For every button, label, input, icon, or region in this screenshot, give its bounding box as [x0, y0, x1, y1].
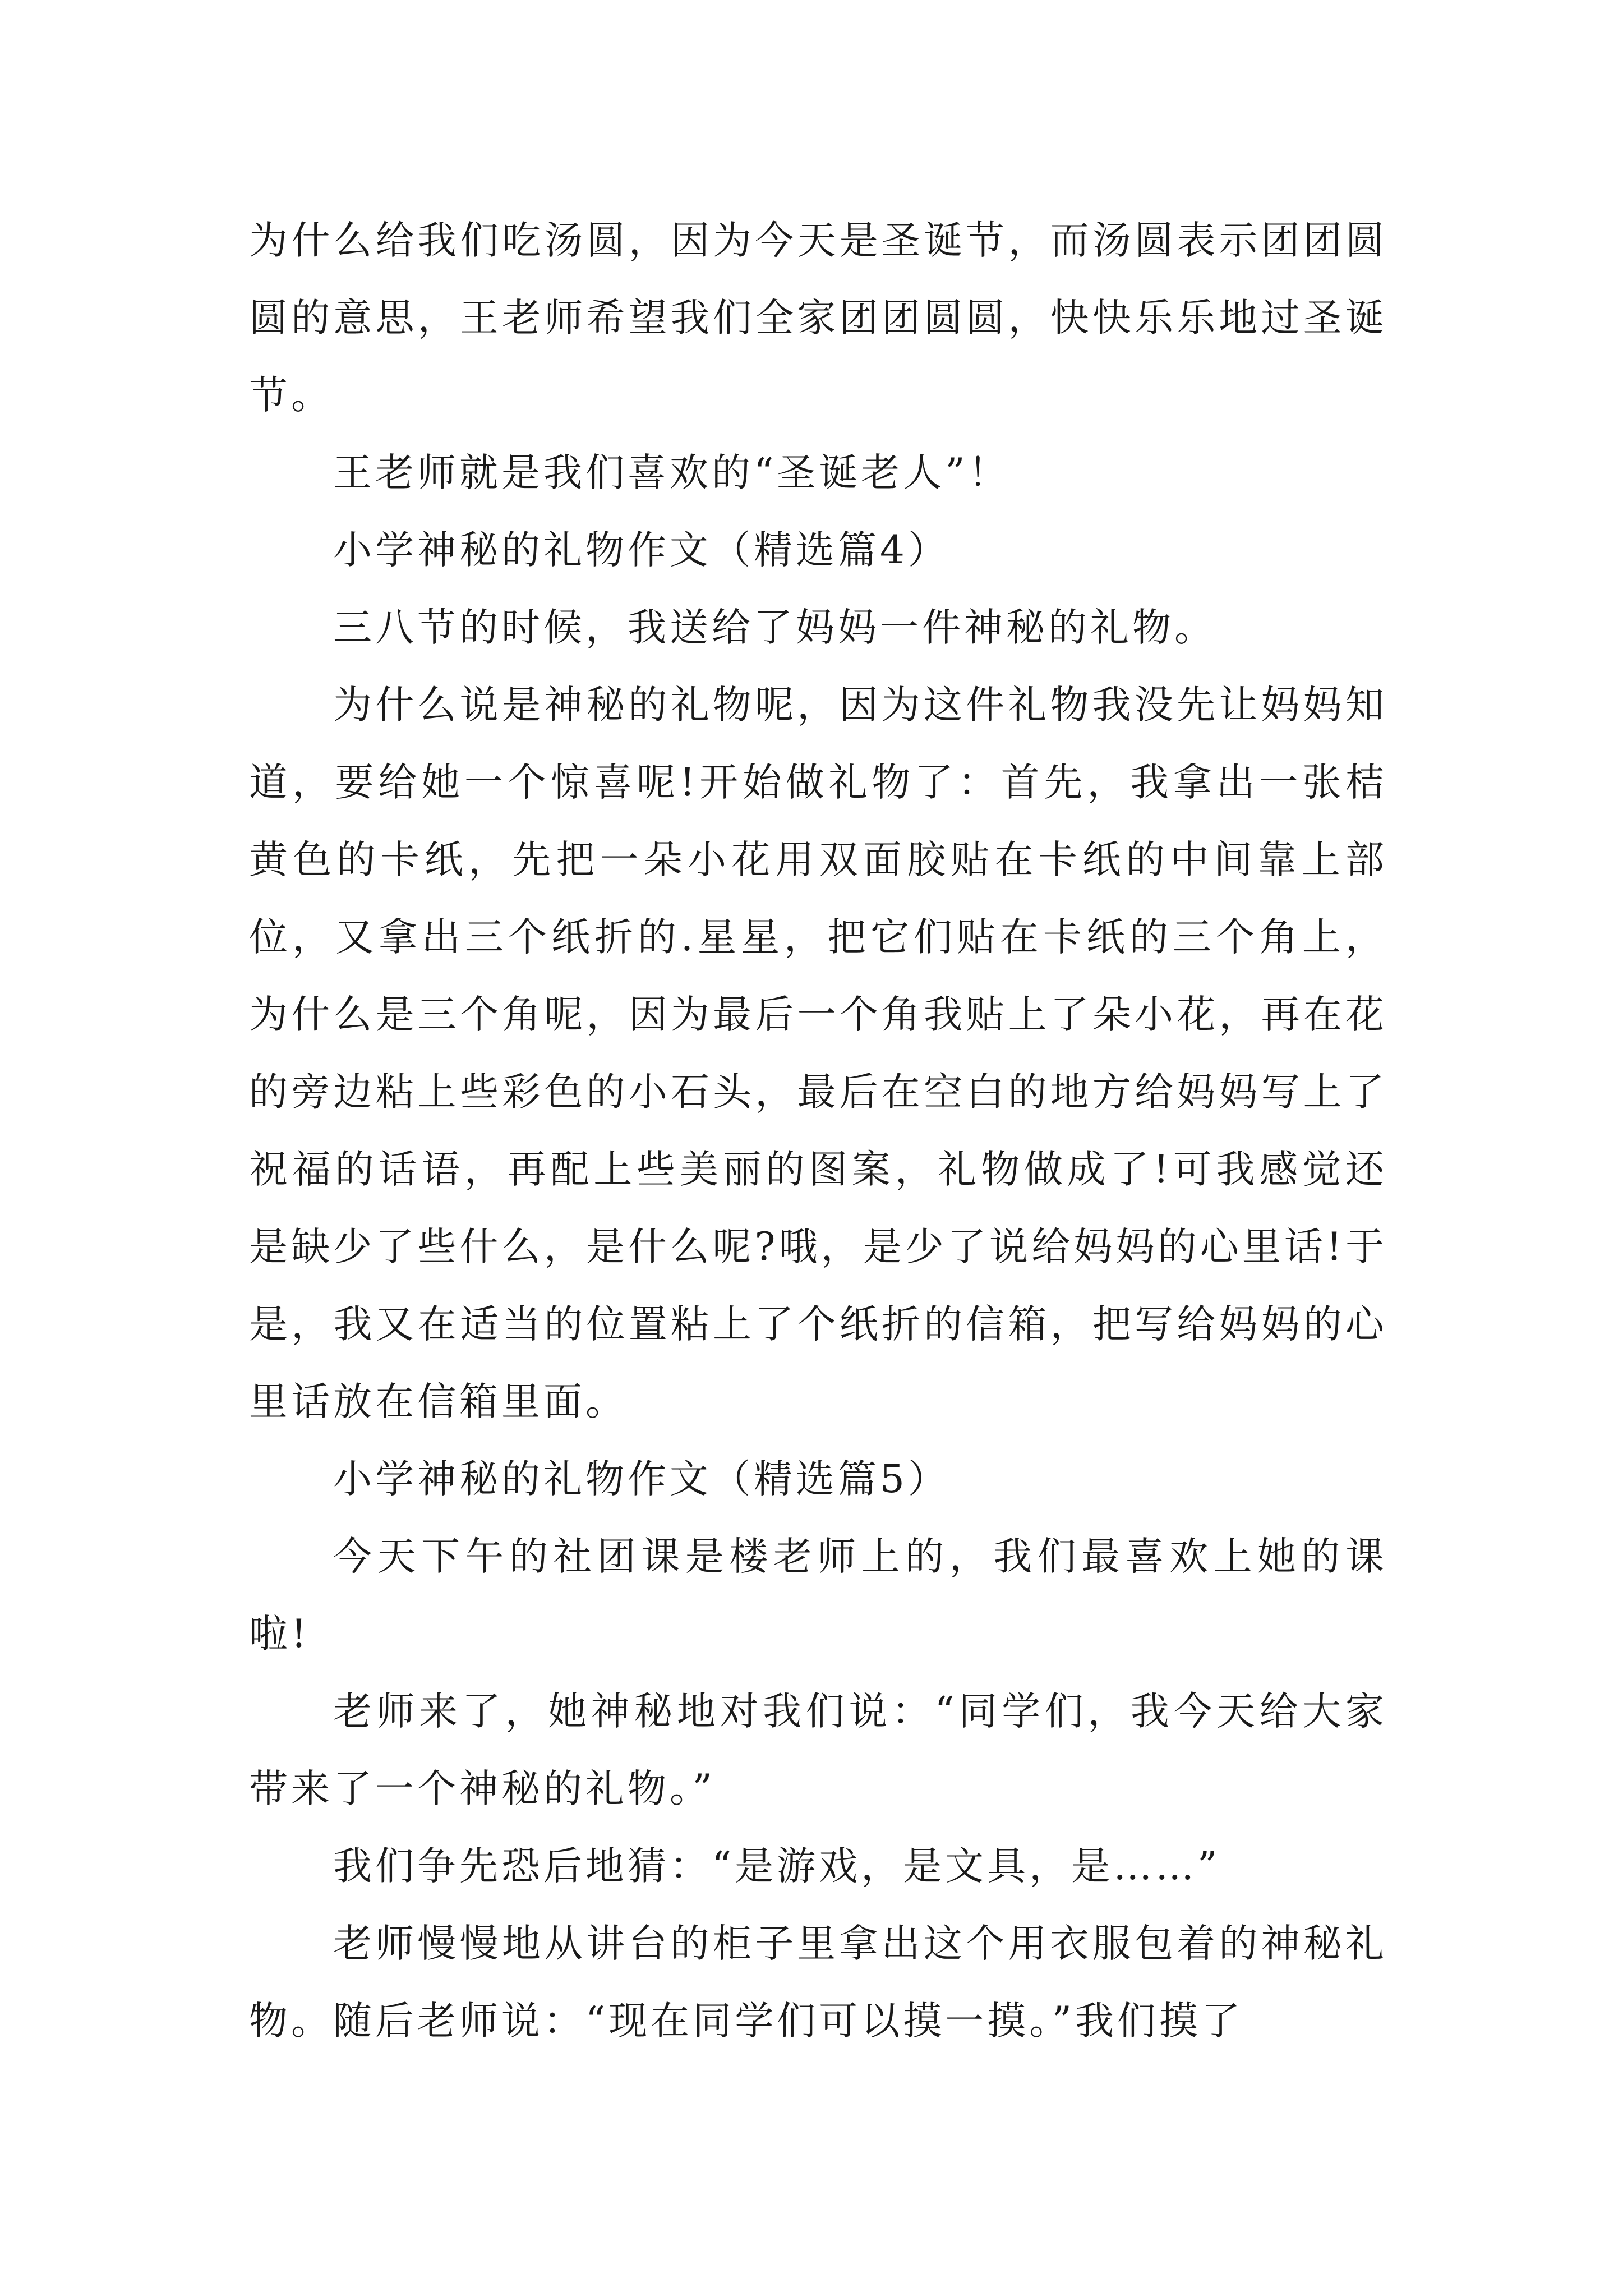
section-heading: 小学神秘的礼物作文（精选篇5） [333, 1457, 950, 1502]
paragraph: 三八节的时候，我送给了妈妈一件神秘的礼物。 [333, 605, 1216, 650]
paragraph: 老师慢慢地从讲台的柜子里拿出这个用衣服包着的神秘礼物。随后老师说：“现在同学们可以摸一摸。”我们摸了 [249, 1921, 1387, 2044]
paragraph: 为什么给我们吃汤圆，因为今天是圣诞节，而汤圆表示团团圆圆的意思，王老师希望我们全家团团圆圆，快快乐乐地过圣诞节。 [249, 218, 1387, 418]
paragraph: 今天下午的社团课是楼老师上的，我们最喜欢上她的课啦! [249, 1534, 1387, 1657]
paragraph: 为什么说是神秘的礼物呢，因为这件礼物我没先让妈妈知道，要给她一个惊喜呢!开始做礼物了：首先，我拿出一张桔黄色的卡纸，先把一朵小花用双面胶贴在卡纸的中间靠上部位，又拿出三个纸折的.星星，把它们贴在卡纸的三个角上，为什么是三个角呢，因为最后一个角我贴上了朵小花，再在花的旁边粘上些彩色的小石头，最后在空白的地方给妈妈写上了祝福的话语，再配上些美丽的图案，礼物做成了!可我感觉还是缺少了些什么，是什么呢?哦，是少了说给妈妈的心里话!于是，我又在适当的位置粘上了个纸折的信箱，把写给妈妈的心里话放在信箱里面。 [249, 683, 1387, 1424]
document-body [249, 202, 1387, 2060]
paragraph: 我们争先恐后地猜：“是游戏，是文具，是……” [333, 1844, 1221, 1889]
paragraph: 老师来了，她神秘地对我们说：“同学们，我今天给大家带来了一个神秘的礼物。” [249, 1689, 1387, 1811]
paragraph: 王老师就是我们喜欢的“圣诞老人”！ [333, 450, 1011, 495]
section-heading: 小学神秘的礼物作文（精选篇4） [333, 528, 950, 573]
